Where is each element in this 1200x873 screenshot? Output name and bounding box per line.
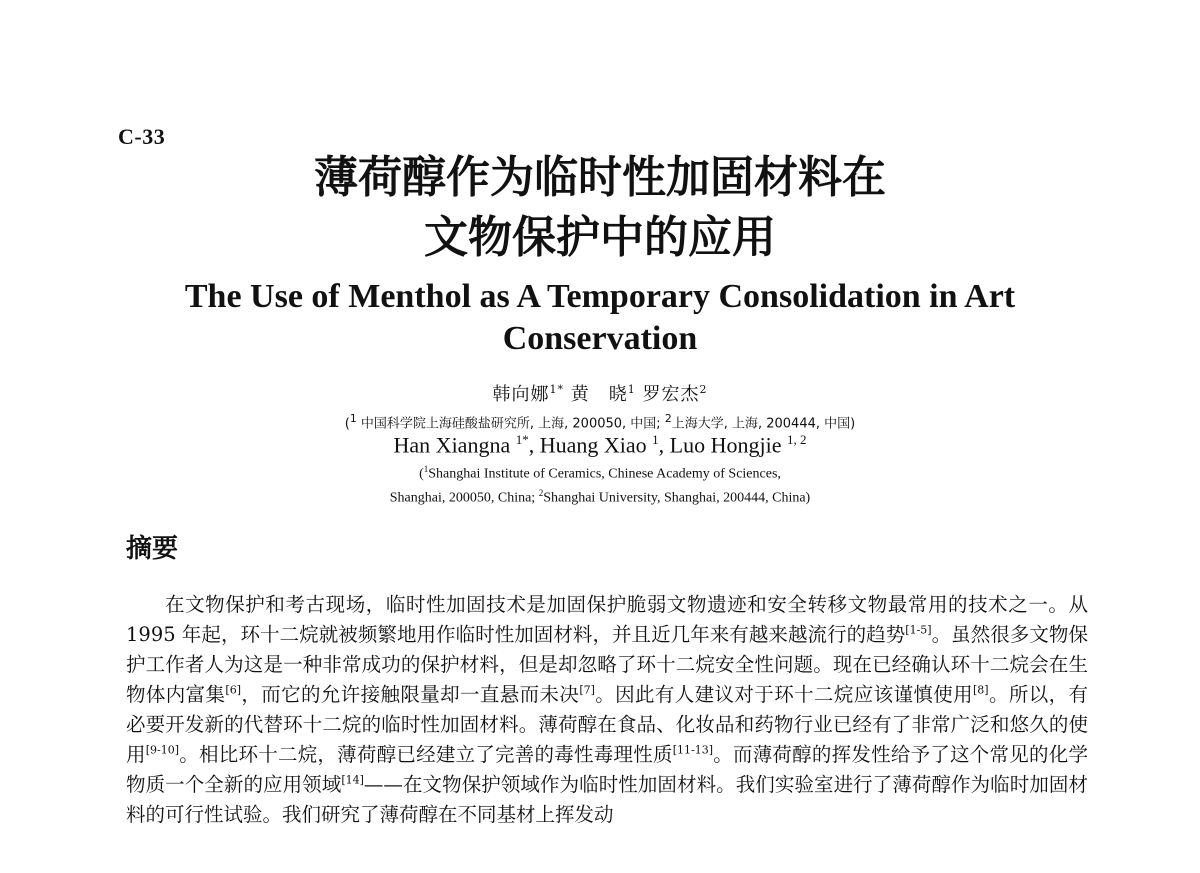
author-en-2-sup: 1 bbox=[652, 432, 659, 447]
aff-cn-text-2: 上海大学, 上海, 200444, 中国 bbox=[671, 416, 851, 432]
aff-en-line2 bbox=[0, 484, 1200, 508]
abstract-s4: 。因此有人建议对于环十二烷应该谨慎使用 bbox=[594, 683, 973, 706]
aff-en-line1-text: Shanghai Institute of Ceramics, Chinese Academy of Sciences, bbox=[428, 466, 781, 482]
author-cn-2-sup: 1 bbox=[627, 383, 636, 396]
ref-3: [7] bbox=[579, 683, 595, 697]
aff-en-line2b: Shanghai University, Shanghai, 200444, China) bbox=[543, 490, 811, 506]
abstract-heading: 摘要 bbox=[126, 534, 179, 564]
title-cn-line2: 文物保护中的应用 bbox=[424, 212, 776, 263]
ref-1: [1-5] bbox=[905, 623, 932, 637]
aff-en-line1: ($^1$Shanghai Institute of Ceramics, Chinese Academy of Sciences, bbox=[419, 464, 781, 482]
author-cn-3-sup: 2 bbox=[699, 383, 708, 396]
abstract-s7: 。而薄荷醇的挥发性给予了这个常见的化学物质一个全新的应用领域 bbox=[126, 743, 1088, 796]
author-cn-1: 韩向娜 bbox=[492, 384, 550, 405]
aff-cn-marker-2: 2 bbox=[664, 412, 672, 425]
paper-code: C-33 bbox=[118, 124, 166, 149]
abstract-s5: 。所以，有必要开发新的代替环十二烷的临时性加固材料。薄荷醇在食品、化妆品和药物行业已经有了非常广泛和悠久的使用 bbox=[126, 683, 1088, 766]
ref-4: [8] bbox=[972, 683, 989, 697]
ref-2: [6] bbox=[225, 683, 241, 697]
ref-7: [14] bbox=[341, 773, 364, 787]
affiliation-en bbox=[0, 460, 1200, 507]
title-cn-line1: 薄荷醇作为临时性加固材料在 bbox=[314, 152, 886, 203]
abstract-s3: ，而它的允许接触限量却一直悬而未决 bbox=[241, 683, 580, 706]
author-cn-3: 罗宏杰 bbox=[642, 384, 700, 405]
affiliation-cn: ($^1$ 中国科学院上海硅酸盐研究所, 上海, 200050, 中国; $^2$上海大学, 上海, 200444, 中国) bbox=[344, 412, 856, 432]
abstract-s2: 。虽然很多文物保护工作者人为这是一种非常成功的保护材料，但是却忽略了环十二烷安全性问题。现在已经确认环十二烷会在生物体内富集 bbox=[126, 623, 1088, 706]
author-en-1-sup: 1* bbox=[515, 432, 529, 447]
abstract-paragraph bbox=[126, 590, 1088, 830]
ref-6: [11-13] bbox=[672, 743, 713, 757]
aff-en-marker-2: 2 bbox=[538, 487, 544, 498]
author-en-3-sup: 1, 2 bbox=[786, 432, 807, 447]
author-en-3: , Luo Hongjie bbox=[658, 432, 787, 458]
abstract-body bbox=[126, 590, 1088, 830]
abstract-s1: 在文物保护和考古现场，临时性加固技术是加固保护脆弱文物遗迹和安全转移文物最常用的技术之一。从 1995 年起，环十二烷就被频繁地用作临时性加固材料，并且近几年来有越来越流行的趋势 bbox=[126, 593, 1088, 646]
aff-cn-text-1: 中国科学院上海硅酸盐研究所, 上海, 200050, 中国; bbox=[356, 416, 665, 432]
aff-en-line2a: Shanghai, 200050, China; bbox=[389, 490, 539, 506]
author-en-2: , Huang Xiao bbox=[528, 432, 653, 458]
abstract-s8: ——在文物保护领域作为临时性加固材料。我们实验室进行了薄荷醇作为临时加固材料的可行性试验。我们研究了薄荷醇在不同基材上挥发动 bbox=[126, 773, 1088, 826]
author-en-1: Han Xiangna bbox=[393, 432, 516, 458]
title-en: The Use of Menthol as A Temporary Consolidation in Art Conservation bbox=[184, 278, 1016, 357]
author-cn-2: 黄 晓 bbox=[570, 384, 628, 405]
author-cn-1-sup: 1* bbox=[549, 383, 565, 396]
authors-en bbox=[0, 432, 1200, 458]
aff-en-marker-1: 1 bbox=[423, 464, 429, 474]
abstract-s6: 。相比环十二烷，薄荷醇已经建立了完善的毒性毒理性质 bbox=[179, 743, 673, 766]
authors-cn bbox=[0, 380, 1200, 406]
ref-5: [9-10] bbox=[145, 743, 180, 757]
aff-cn-marker-1: 1 bbox=[349, 412, 357, 425]
